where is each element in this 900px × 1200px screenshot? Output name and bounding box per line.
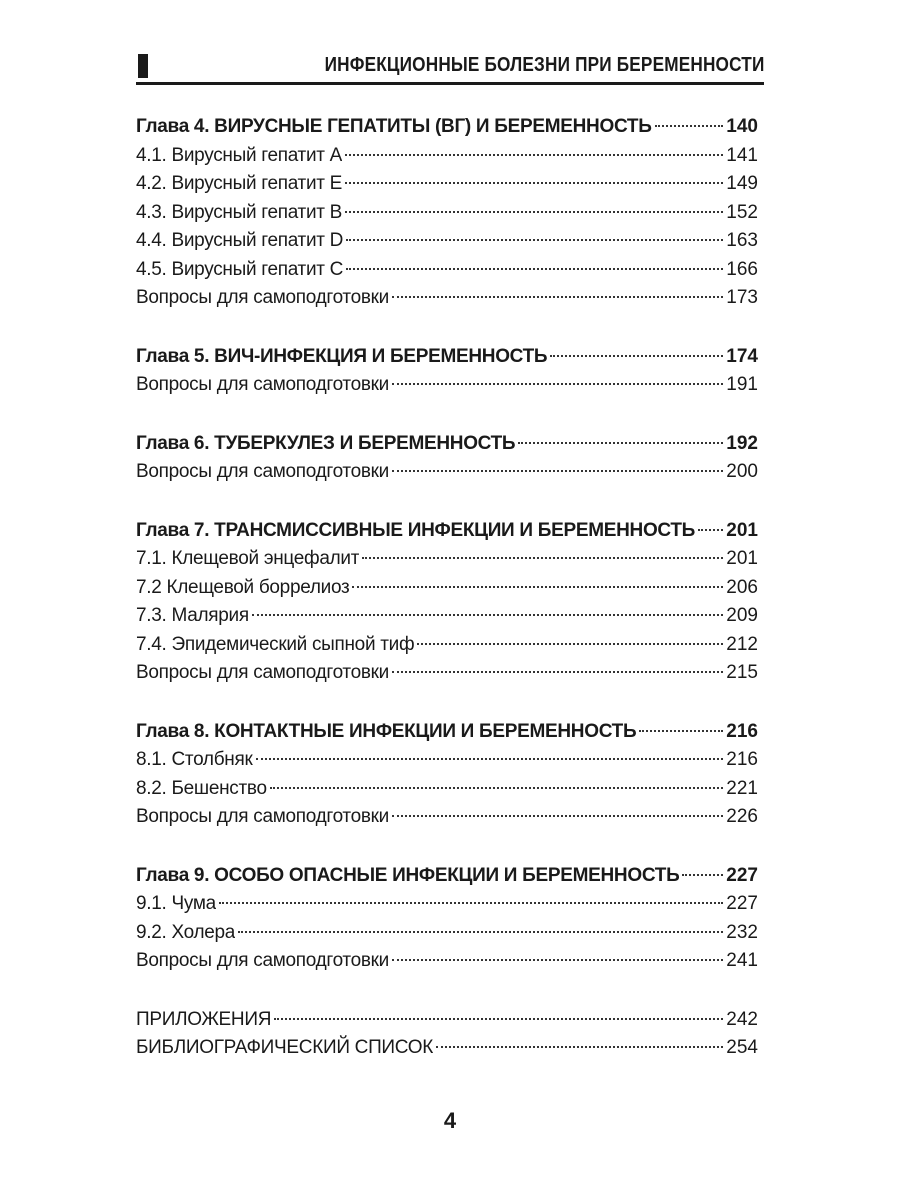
toc-entry-page: 232: [726, 921, 758, 943]
toc-entry[interactable]: [136, 602, 758, 631]
dot-leader: [352, 586, 723, 588]
dot-leader: [392, 383, 723, 385]
dot-leader: [392, 671, 723, 673]
toc-entry-page: 227: [726, 893, 758, 914]
dot-leader: [682, 874, 723, 876]
toc-entry-title: 4.2. Вирусный гепатит Е: [136, 173, 343, 194]
toc-entry-title: БИБЛИОГРАФИЧЕСКИЙ СПИСОК: [136, 1037, 434, 1058]
section-gap: [136, 400, 758, 430]
toc-entry-page: 242: [726, 1008, 758, 1030]
toc-entry[interactable]: [136, 371, 758, 400]
toc-entry[interactable]: [136, 199, 758, 228]
toc-entry-page: 209: [726, 605, 758, 626]
toc-entry-title: 4.3. Вирусный гепатит В: [136, 201, 343, 223]
toc-entry-page: 173: [726, 287, 758, 308]
toc-entry-page: 163: [726, 230, 758, 251]
dot-leader: [345, 154, 723, 156]
toc-entry-page: 201: [726, 519, 758, 541]
toc-appendix[interactable]: [136, 1006, 758, 1035]
toc-entry-page: 216: [726, 749, 758, 770]
toc-entry-page: 221: [726, 777, 758, 799]
header-title: ИНФЕКЦИОННЫЕ БОЛЕЗНИ ПРИ БЕРЕМЕННОСТИ: [324, 54, 764, 76]
toc-entry-page: 241: [726, 950, 758, 971]
toc-entry-page: 254: [726, 1037, 758, 1058]
header-marker: [138, 54, 148, 78]
toc-entry-page: 174: [726, 345, 758, 367]
toc-entry-title: Вопросы для самоподготовки: [136, 662, 389, 683]
toc-entry-title: 7.3. Малярия: [136, 605, 249, 626]
toc-entry-title: Вопросы для самоподготовки: [136, 287, 389, 308]
toc-entry[interactable]: [136, 458, 758, 487]
toc-chapter-5[interactable]: [136, 343, 758, 372]
dot-leader: [219, 902, 723, 904]
toc-entry[interactable]: [136, 170, 758, 199]
toc-entry-page: 201: [726, 548, 758, 569]
dot-leader: [518, 442, 723, 444]
dot-leader: [392, 470, 723, 472]
toc-entry-title: 4.4. Вирусный гепатит D: [136, 230, 344, 251]
toc-chapter-8[interactable]: [136, 718, 758, 747]
page-number: 4: [443, 1108, 457, 1133]
dot-leader: [392, 815, 723, 817]
toc-entry-title: Глава 8. КОНТАКТНЫЕ ИНФЕКЦИИ И БЕРЕМЕННОСТЬ: [136, 720, 637, 742]
toc-entry-page: 166: [726, 258, 758, 280]
toc-entry-title: Вопросы для самоподготовки: [136, 374, 389, 395]
dot-leader: [345, 182, 723, 184]
section-gap: [136, 313, 758, 343]
toc-entry[interactable]: [136, 284, 758, 313]
toc-entry[interactable]: [136, 631, 758, 660]
toc-entry-title: Глава 4. ВИРУСНЫЕ ГЕПАТИТЫ (ВГ) И БЕРЕМЕННОСТЬ: [136, 116, 652, 137]
section-gap: [136, 688, 758, 718]
section-gap: [136, 832, 758, 862]
toc-entry-title: 7.4. Эпидемический сыпной тиф: [136, 633, 415, 655]
toc-entry-page: 206: [726, 576, 758, 598]
toc-entry-page: 216: [726, 720, 758, 742]
section-gap: [136, 487, 758, 517]
toc-entry-title: 4.5. Вирусный гепатит С: [136, 258, 344, 280]
dot-leader: [417, 643, 723, 645]
dot-leader: [346, 268, 723, 270]
toc-entry-title: Глава 9. ОСОБО ОПАСНЫЕ ИНФЕКЦИИ И БЕРЕМЕННОСТЬ: [136, 864, 680, 886]
dot-leader: [698, 529, 723, 531]
toc-entry-page: 200: [726, 461, 758, 482]
running-header: [136, 46, 764, 80]
toc-entry-page: 192: [726, 432, 758, 454]
dot-leader: [252, 614, 723, 616]
toc-entry-page: 140: [726, 116, 758, 137]
toc-entry-title: 7.1. Клещевой энцефалит: [136, 548, 360, 569]
dot-leader: [392, 959, 723, 961]
toc-entry[interactable]: [136, 659, 758, 688]
toc-entry-title: Вопросы для самоподготовки: [136, 806, 389, 827]
table-of-contents: [136, 113, 758, 1063]
toc-entry[interactable]: [136, 746, 758, 775]
toc-entry-page: 226: [726, 806, 758, 827]
dot-leader: [345, 211, 723, 213]
dot-leader: [550, 355, 723, 357]
toc-entry-page: 149: [726, 173, 758, 194]
toc-entry-title: 9.1. Чума: [136, 893, 216, 914]
section-gap: [136, 976, 758, 1006]
toc-entry[interactable]: [136, 919, 758, 948]
dot-leader: [270, 787, 724, 789]
toc-bibliography[interactable]: [136, 1034, 758, 1063]
toc-entry-title: ПРИЛОЖЕНИЯ: [136, 1008, 272, 1030]
toc-chapter-6[interactable]: [136, 430, 758, 459]
toc-chapter-9[interactable]: [136, 862, 758, 891]
dot-leader: [436, 1046, 723, 1048]
dot-leader: [346, 239, 723, 241]
toc-entry[interactable]: [136, 890, 758, 919]
toc-entry-title: Глава 6. ТУБЕРКУЛЕЗ И БЕРЕМЕННОСТЬ: [136, 432, 516, 454]
toc-entry[interactable]: [136, 545, 758, 574]
toc-entry-title: Глава 7. ТРАНСМИССИВНЫЕ ИНФЕКЦИИ И БЕРЕМЕННОСТЬ: [136, 519, 696, 541]
toc-entry[interactable]: [136, 142, 758, 171]
toc-entry[interactable]: [136, 947, 758, 976]
dot-leader: [362, 557, 723, 559]
toc-entry[interactable]: [136, 256, 758, 285]
dot-leader: [639, 730, 723, 732]
toc-chapter-4[interactable]: [136, 113, 758, 142]
toc-entry[interactable]: [136, 574, 758, 603]
toc-entry[interactable]: [136, 775, 758, 804]
toc-entry[interactable]: [136, 803, 758, 832]
toc-entry-page: 141: [726, 144, 758, 166]
toc-entry-title: Глава 5. ВИЧ-ИНФЕКЦИЯ И БЕРЕМЕННОСТЬ: [136, 345, 548, 367]
header-rule: [136, 82, 764, 85]
toc-entry-page: 152: [726, 201, 758, 223]
toc-entry-title: 8.2. Бешенство: [136, 777, 267, 799]
dot-leader: [238, 931, 723, 933]
dot-leader: [256, 758, 724, 760]
toc-entry-title: 4.1. Вирусный гепатит А: [136, 144, 343, 166]
dot-leader: [274, 1018, 723, 1020]
toc-entry-title: 9.2. Холера: [136, 921, 236, 943]
toc-entry-page: 191: [726, 374, 758, 395]
toc-entry-page: 212: [726, 633, 758, 655]
toc-entry-page: 215: [726, 662, 758, 683]
toc-entry-title: 8.1. Столбняк: [136, 749, 253, 770]
toc-entry-title: Вопросы для самоподготовки: [136, 950, 389, 971]
dot-leader: [392, 296, 723, 298]
toc-entry[interactable]: [136, 227, 758, 256]
toc-chapter-7[interactable]: [136, 517, 758, 546]
toc-entry-title: 7.2 Клещевой боррелиоз: [136, 576, 350, 598]
toc-entry-title: Вопросы для самоподготовки: [136, 461, 389, 482]
dot-leader: [655, 125, 724, 127]
toc-entry-page: 227: [726, 864, 758, 886]
